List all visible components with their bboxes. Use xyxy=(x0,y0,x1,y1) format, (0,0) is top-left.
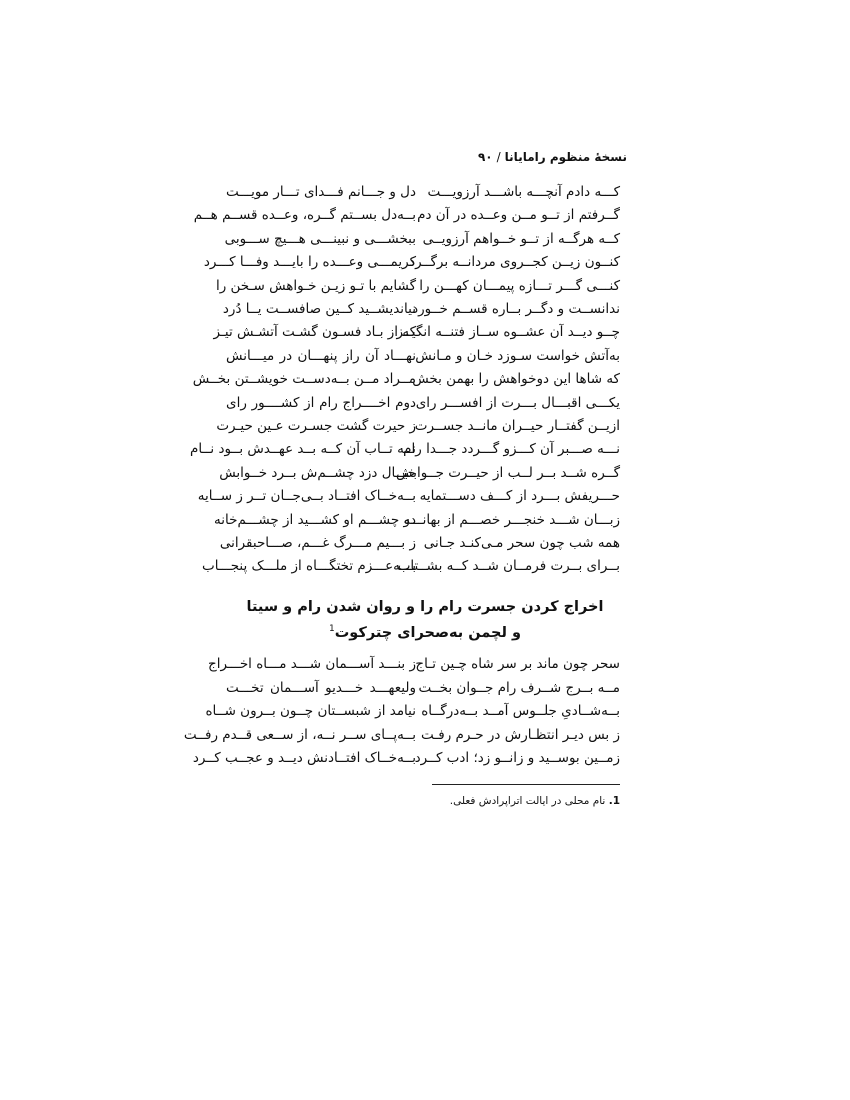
left-hemistich: گشایم با تـو زیـن خـواهش سـخن را xyxy=(215,277,416,294)
left-hemistich: ببخشـــی و نبینـــی هـــیچ ســـوبی xyxy=(224,230,416,247)
left-hemistich: نــه تــاب آن کــه بــد عهــدش بــود نــام xyxy=(190,441,416,458)
right-hemistich: چــو دیــد آن عشــوه ســاز فتنــه انگیــز xyxy=(396,324,620,341)
right-hemistich: کنــون زیــن کجــروی مردانــه برگــرد xyxy=(409,254,620,271)
left-hemistich: ولیعهـــد خـــدیو آســـمان تخـــت xyxy=(226,679,416,696)
right-hemistich: زبـــان شـــد خنجـــر خصـــم از بهانـــه xyxy=(403,511,620,528)
left-hemistich: که از بـاد فسـون گشـت آتشـش تیـز xyxy=(213,324,416,341)
right-hemistich: ز بس دیـر انتظـارش در حـرم رفـت xyxy=(421,726,620,743)
footnote-reference: 1 xyxy=(328,624,335,634)
left-hemistich: خیــال دزد چشــم‌ش بــرد خــوابش xyxy=(219,464,416,481)
right-hemistich: بــه‌شــادیِ جلــوس آمــد بــه‌درگــاه xyxy=(421,703,620,720)
right-hemistich: نـــه صـــبر آن کـــزو گـــردد جـــدا رام xyxy=(403,441,620,458)
right-hemistich: کـــه دادم آنچـــه باشـــد آرزویـــت xyxy=(427,184,620,200)
left-hemistich: بـــه‌عـــزم تختگـــاه از ملـــک پنجـــاب xyxy=(202,558,416,575)
section-heading-line-2 xyxy=(200,624,650,641)
right-hemistich: ازیــن گفتــار حیــران مانــد جســرت xyxy=(414,418,620,434)
footnote-text: نام محلی در ایالت اتراپرادش فعلی. xyxy=(449,795,606,807)
left-hemistich: بــه‌خــاک افتــاد بــی‌جــان تــر ز ســایه xyxy=(197,488,416,505)
right-hemistich: حـــریفش بـــرد از کـــف دســـتمایه xyxy=(419,488,620,505)
left-hemistich: ز بـــیم مـــرگ غـــم، صـــاحبقرانی xyxy=(219,535,416,551)
footnote-number: 1. xyxy=(608,795,620,807)
right-hemistich: کــه هرگــه از تــو خــواهم آرزویــی xyxy=(422,230,620,247)
left-hemistich: کریمـــی وعـــده را بایـــد وفـــا کـــرد xyxy=(203,254,416,271)
right-hemistich: به‌آتش خواست سـوزد خـان و مـانش xyxy=(415,347,620,364)
book-title: نسخهٔ منظوم رامایانا xyxy=(504,150,627,164)
right-hemistich: زمــین بوســید و زانــو زد؛ ادب کــرد xyxy=(414,750,620,767)
left-hemistich: ز حیرت گشت جسـرت عـین حیـرت xyxy=(216,418,416,434)
right-hemistich: بــرای بــرت فرمــان شــد کــه بشــتاب xyxy=(397,558,620,575)
right-hemistich: گــرفتم از تــو مــن وعــده در آن دم xyxy=(417,207,620,224)
right-hemistich: مــه بــرج شــرف رام جــوان بخــت xyxy=(418,679,620,696)
right-hemistich: کنـــی گـــر تـــازه پیمـــان کهـــن را xyxy=(419,277,620,294)
right-hemistich: یکـــی اقبـــال بـــرت از افســـر رای xyxy=(415,394,620,411)
footnote xyxy=(400,795,620,813)
right-hemistich: ندانســت و دگــر بــاره قســم خــورد xyxy=(412,301,620,317)
right-hemistich: گــره شــد بــر لــب از حیــرت جــوابش xyxy=(395,464,620,481)
left-hemistich: بــه‌خــاک افتــادنش دیــد و عجــب کــرد xyxy=(192,750,416,767)
section-heading-line-1: اخراج کردن جسرت رام را و روان شدن رام و سیتا xyxy=(246,599,604,615)
left-hemistich: ز بنـــد آســـمان شـــد مـــاه اخـــراج xyxy=(208,656,416,672)
running-head xyxy=(477,150,627,170)
left-hemistich: دو چشـــم او کشـــید از چشـــم‌خانه xyxy=(214,511,416,528)
right-hemistich: سحر چون ماند بر سر شاه چـین تـاج xyxy=(415,656,620,672)
left-hemistich: دوم اخــــراج رام از کشــــور رای xyxy=(226,394,416,411)
footnote-divider xyxy=(432,784,620,785)
left-hemistich: دل و جـــانم فـــدای تـــار مویـــت xyxy=(226,184,416,200)
left-hemistich: بــه‌پــای ســر نــه، از ســعی قــدم رفــت xyxy=(183,726,416,743)
section-heading-line-2-text: و لچمن به‌صحرای چترکوت xyxy=(334,624,522,641)
left-hemistich: مــراد مــن بــه‌دســت خویشــتن بخــش xyxy=(192,371,416,388)
header-separator: / xyxy=(496,150,501,164)
left-hemistich: نیاندیشــید کــین صافســت یــا دُرد xyxy=(222,301,416,317)
right-hemistich: که شاها این دوخواهش را بهمن بخش xyxy=(412,371,620,388)
left-hemistich: نیامد از شبســتان چــون بــرون شــاه xyxy=(205,703,416,720)
left-hemistich: نهـــاد آن راز پنهـــان در میـــانش xyxy=(226,347,416,364)
right-hemistich: همه شب چون سحر مـی‌کنـد جـانی xyxy=(423,535,620,551)
page-number: ۹۰ xyxy=(477,150,493,164)
left-hemistich: بــه‌دل بســتم گــره، وعــده قســم هــم xyxy=(193,207,416,224)
